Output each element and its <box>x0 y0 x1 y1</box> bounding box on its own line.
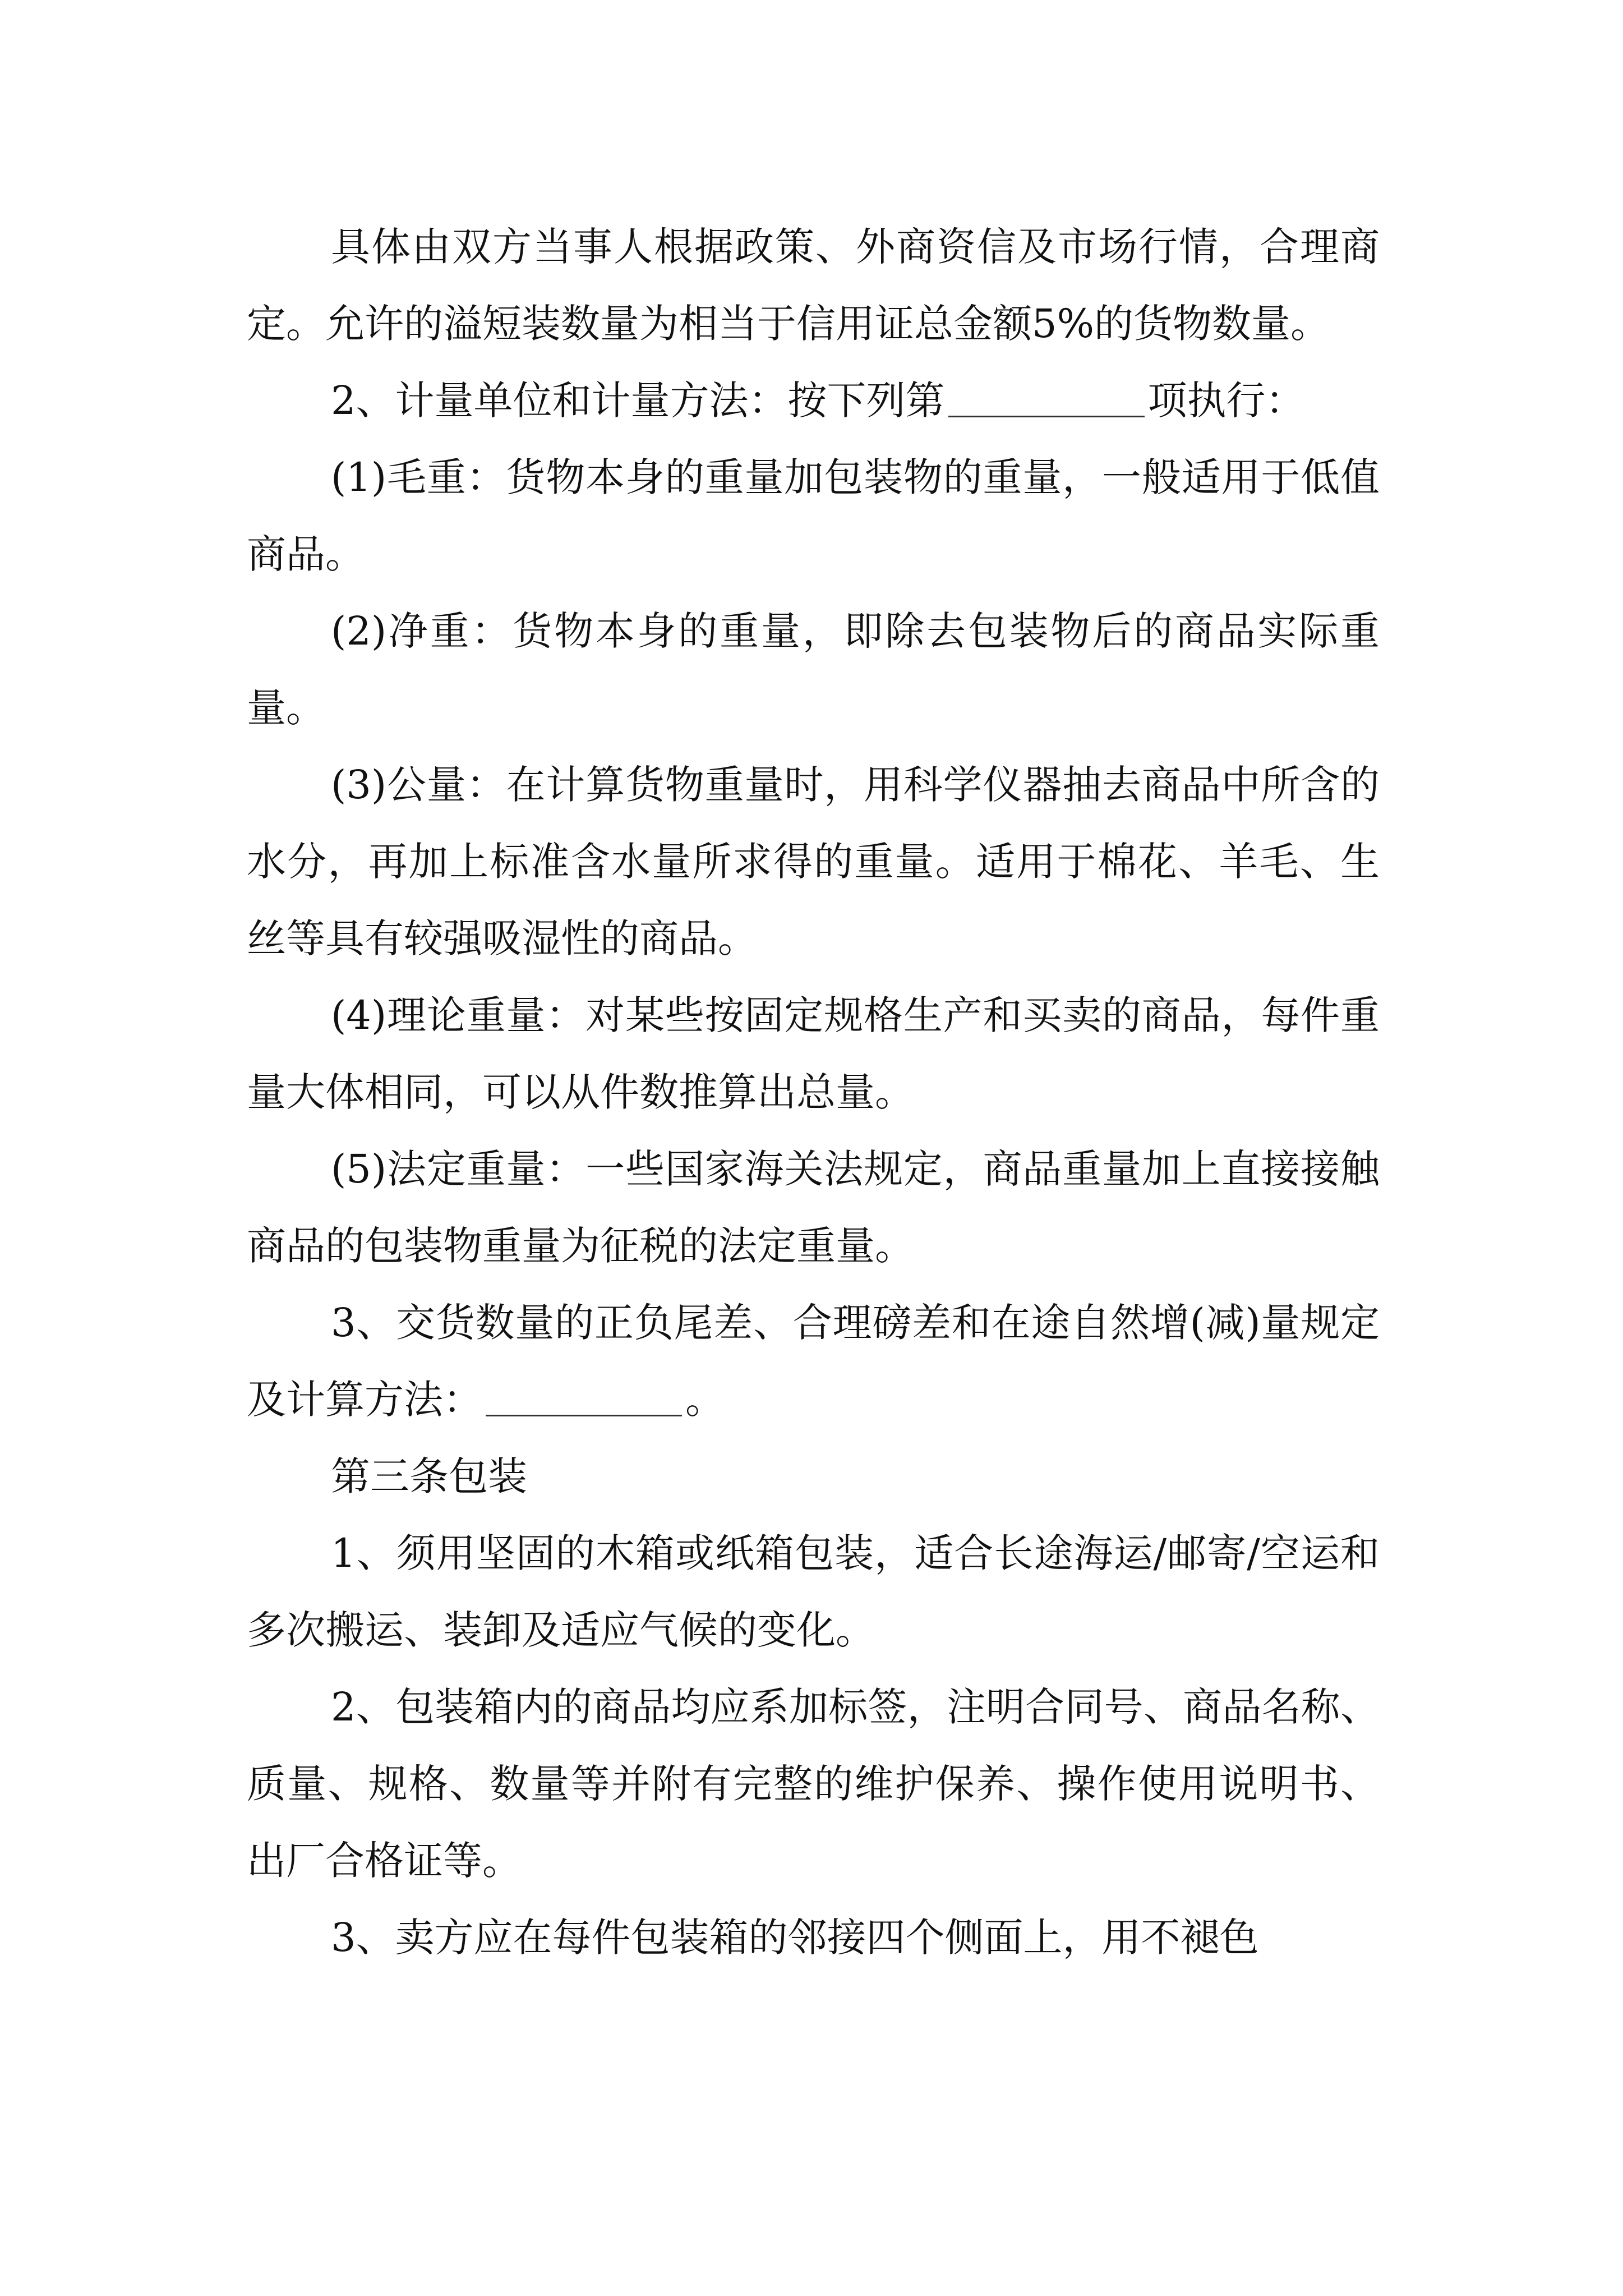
document-body <box>247 209 1380 1976</box>
measurement-method-suffix: 项执行： <box>1147 378 1305 424</box>
paragraph-tolerance-calculation <box>247 1285 1380 1438</box>
paragraph-net-weight: (2)净重：货物本身的重量，即除去包装物后的商品实际重量。 <box>247 608 1380 731</box>
paragraph-packing-boxes: 1、须用坚固的木箱或纸箱包装，适合长途海运/邮寄/空运和多次搬运、装卸及适应气候的变化。 <box>247 1530 1380 1653</box>
tolerance-calculation-suffix: 。 <box>685 1377 725 1423</box>
paragraph-gross-weight: (1)毛重：货物本身的重量加包装物的重量，一般适用于低值商品。 <box>247 454 1380 577</box>
tolerance-calculation-text: 3、交货数量的正负尾差、合理磅差和在途自然增(减)量规定及计算方法： <box>247 1300 1380 1423</box>
paragraph-packing-marks: 3、卖方应在每件包装箱的邻接四个侧面上，用不褪色 <box>331 1915 1259 1961</box>
paragraph-measurement-method <box>247 362 1380 439</box>
paragraph-theoretical-weight: (4)理论重量：对某些按固定规格生产和买卖的商品，每件重量大体相同，可以从件数推算出总量。 <box>247 992 1380 1115</box>
paragraph-overflow-quantity: 具体由双方当事人根据政策、外商资信及市场行情，合理商定。允许的溢短装数量为相当于信用证总金额5%的货物数量。 <box>247 224 1380 347</box>
measurement-method-text: 2、计量单位和计量方法：按下列第 <box>331 378 945 424</box>
paragraph-conditioned-weight: (3)公量：在计算货物重量时，用科学仪器抽去商品中所含的水分，再加上标准含水量所求得的重量。适用于棉花、羊毛、生丝等具有较强吸湿性的商品。 <box>247 762 1380 961</box>
measurement-method-blank[interactable] <box>948 378 1145 417</box>
section-heading-packing: 第三条包装 <box>331 1453 527 1499</box>
paragraph-legal-weight: (5)法定重量：一些国家海关法规定，商品重量加上直接接触商品的包装物重量为征税的法定重量。 <box>247 1146 1380 1269</box>
paragraph-packing-labels: 2、包装箱内的商品均应系加标签，注明合同号、商品名称、质量、规格、数量等并附有完整的维护保养、操作使用说明书、出厂合格证等。 <box>247 1684 1380 1884</box>
tolerance-calculation-blank[interactable] <box>486 1377 682 1416</box>
